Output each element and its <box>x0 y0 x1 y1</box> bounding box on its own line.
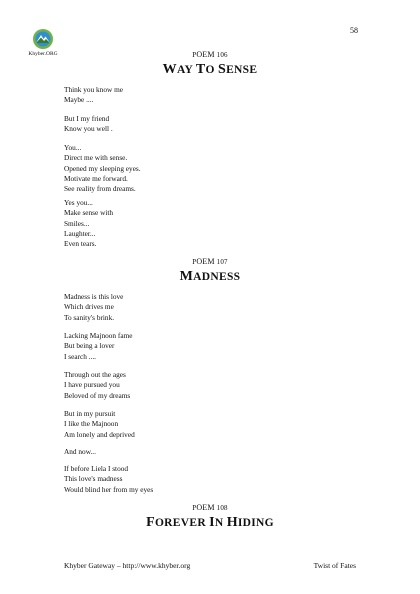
poem-title-initial: T <box>195 62 206 77</box>
poem-line: This love's madness <box>64 474 123 484</box>
poem-line: Even tears. <box>64 239 97 249</box>
poem-title-initial: S <box>217 62 227 77</box>
poem-line: Smiles... <box>64 218 90 228</box>
poem-line: Lacking Majnoon fame <box>64 331 133 340</box>
poem-title-rest: ADNESS <box>193 271 241 283</box>
poem-line: Think you know me <box>64 85 123 94</box>
poem-label-initial: P <box>192 51 197 59</box>
poem-title-rest: AY <box>176 64 193 76</box>
poem-line: Laughter... <box>64 228 96 238</box>
poem-line: See reality from dreams. <box>64 184 136 194</box>
poem-stanza <box>64 464 153 495</box>
poem-line: If before Liela I stood <box>64 464 129 473</box>
poem-title-rest: ENSE <box>226 64 258 76</box>
poem-line: And now... <box>64 447 96 456</box>
poem-line: Am lonely and deprived <box>64 429 135 439</box>
poem-line: Direct me with sense. <box>64 153 128 163</box>
poem-line: Through out the ages <box>64 370 126 379</box>
poem-label-initial: P <box>192 258 197 266</box>
poem-stanza <box>64 409 135 440</box>
poem-number: 106 <box>216 51 228 59</box>
poem-title-rest: N <box>214 517 224 529</box>
poem-line: Motivate me forward. <box>64 173 128 183</box>
poem-stanza <box>64 143 141 194</box>
poem-line: Beloved of my dreams <box>64 390 131 400</box>
poem-line: Madness is this love <box>64 292 124 301</box>
poem-line: Opened my sleeping eyes. <box>64 163 141 173</box>
poem-title-rest: IDING <box>237 517 274 529</box>
mountain-logo-icon <box>32 28 54 50</box>
poem-line: But I my friend <box>64 114 110 123</box>
poem-title-initial: H <box>226 515 238 530</box>
poem-stanza <box>64 114 113 135</box>
logo-text: Khyber.ORG <box>28 51 58 57</box>
footer-left: Khyber Gateway – http://www.khyber.org <box>64 561 191 570</box>
poem-stanza <box>64 292 123 323</box>
poem-line: Would blind her from my eyes <box>64 484 154 494</box>
poem-stanza <box>64 198 113 249</box>
poem-label-rest: OEM <box>196 50 215 59</box>
poem-line: Know you well . <box>64 124 113 134</box>
poem-line: Maybe .... <box>64 95 94 105</box>
poem-line: You... <box>64 143 82 152</box>
poem-title-initial: F <box>146 515 155 530</box>
poem-title-initial: W <box>162 62 177 77</box>
poem-line: Make sense with <box>64 208 114 218</box>
poem-label <box>0 503 420 512</box>
poem-line: Which drives me <box>64 302 114 312</box>
poem-label-rest: OEM <box>196 503 215 512</box>
poem-line: But being a lover <box>64 341 115 351</box>
poem-stanza <box>64 331 133 362</box>
poem-line: But in my pursuit <box>64 409 116 418</box>
poem-title-rest: O <box>205 64 215 76</box>
poem-number: 107 <box>216 258 228 266</box>
poem-line: I like the Majnoon <box>64 419 119 429</box>
poem-stanza <box>64 447 96 457</box>
poem-line: Yes you... <box>64 198 93 207</box>
poem-line: To sanity's brink. <box>64 312 115 322</box>
poem-title-rest: OREVER <box>154 517 206 529</box>
poem-line: I search .... <box>64 351 97 361</box>
poem-title-initial: I <box>209 515 215 530</box>
poem-title <box>0 62 420 78</box>
poem-stanza <box>64 370 130 401</box>
footer-right: Twist of Fates <box>313 561 356 570</box>
poem-title-initial: M <box>179 269 194 284</box>
poem-label-rest: OEM <box>196 257 215 266</box>
page-number: 58 <box>350 26 358 35</box>
poem-label <box>0 50 420 59</box>
poem-title <box>0 515 420 531</box>
poem-stanza <box>64 85 123 106</box>
poem-label-initial: P <box>192 504 197 512</box>
poem-label <box>0 257 420 266</box>
poem-number: 108 <box>216 504 228 512</box>
poem-title <box>0 269 420 285</box>
poem-line: I have pursued you <box>64 380 120 390</box>
